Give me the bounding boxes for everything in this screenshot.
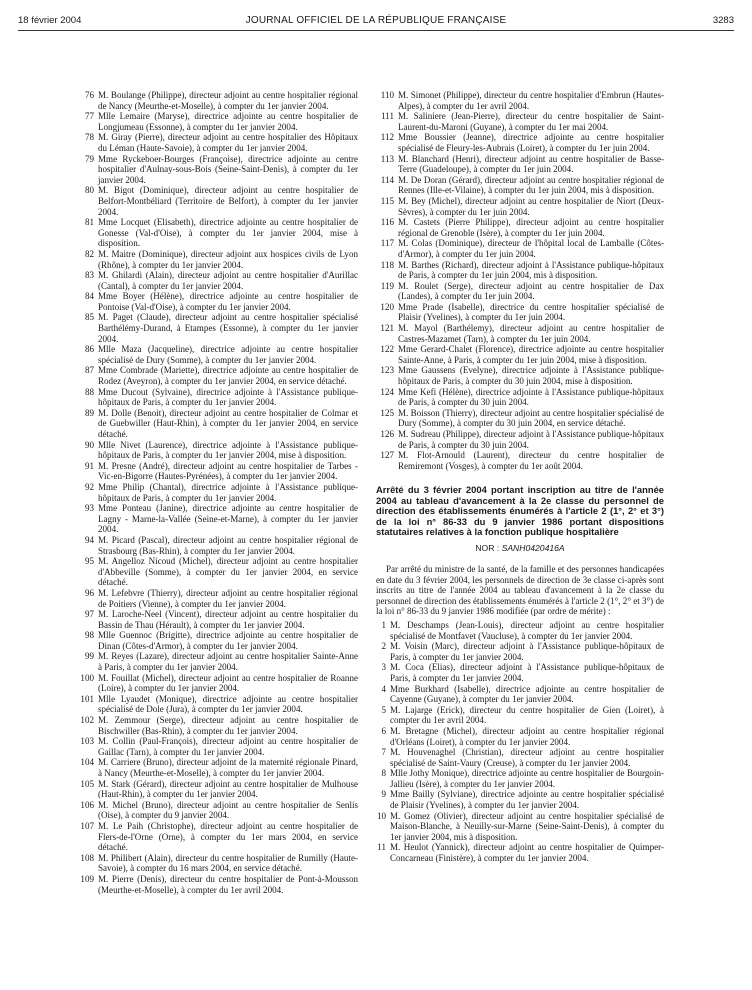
item-number: 117 [380,238,394,249]
item-number: 5 [381,704,386,715]
item-text: Mme Ryckeboer-Bourges (Françoise), directrice adjointe au centre hospitalier d'Aulnay-sous-Bois (Seine-Saint-Denis), à compter du 1er janvier 2004. [98,153,358,185]
list-item [376,238,664,259]
item-number: 98 [84,630,94,641]
page-number: 3283 [712,15,734,26]
item-number: 78 [84,132,94,143]
item-text: Mme Ponteau (Janine), directrice adjointe au centre hospitalier de Lagny - Marne-la-Vallée (Seine-et-Marne), à compter du 1er janvier 2004. [98,503,358,535]
list-item [76,609,358,630]
item-text: M. Laroche-Neel (Vincent), directeur adjoint au centre hospitalier du Bassin de Thau (Hérault), à compter du 1er janvier 2004. [98,609,358,630]
item-text: M. Fouillat (Michel), directeur adjoint au centre hospitalier de Roanne (Loire), à compter du 1er janvier 2004. [98,672,358,694]
item-text: Mlle Guennoc (Brigitte), directrice adjointe au centre hospitalier de Dinan (Côtes-d'Armor), à compter du 1er janvier 2004. [98,630,358,651]
item-number: 88 [84,386,94,397]
list-item [376,620,664,641]
list-item [76,90,358,111]
item-text: Mme Ducout (Sylvaine), directrice adjointe à l'Assistance publique-hôpitaux de Paris, à compter du 1er janvier 2004. [98,386,358,408]
item-text: M. Roulet (Serge), directeur adjoint au centre hospitalier de Dax (Landes), à compter du 1er juin 2004. [398,280,664,302]
list-item [76,556,358,588]
item-text: M. De Doran (Gérard), directeur adjoint au centre hospitalier régional de Rennes (Ille-et-Vilaine), à compter du 1er juin 2004, mis à disposition. [398,174,664,196]
list-item [76,312,358,344]
item-number: 85 [84,312,94,323]
list-item [376,90,664,111]
item-number: 115 [380,195,394,206]
list-item [376,662,664,683]
item-text: M. Le Paih (Christophe), directeur adjoint au centre hospitalier de Flers-de-l'Orne (Orne), à compter du 1er mars 2004, en service détaché. [98,820,358,853]
item-text: M. Houvenaghel (Christian), directeur adjoint au centre hospitalier spécialisé de Saint-Vaury (Creuse), à compter du 1er janvier 2004. [390,747,664,768]
item-number: 112 [380,132,394,143]
item-number: 87 [84,365,94,376]
item-number: 95 [84,556,94,567]
item-number: 116 [380,217,394,228]
item-text: M. Collin (Paul-François), directeur adjoint au centre hospitalier de Gaillac (Tarn), à compter du 1er janvier 2004. [98,736,358,757]
item-text: M. Angelloz Nicoud (Michel), directeur adjoint au centre hospitalier d'Abbeville (Somme), à compter du 1er janvier 2004, en service détaché. [98,556,358,588]
item-number: 99 [84,651,94,662]
item-number: 110 [380,90,394,100]
list-item [76,111,358,132]
list-item [76,185,358,217]
list-item [76,535,358,556]
item-number: 96 [84,587,94,598]
item-number: 3 [381,662,386,673]
nor-code: SANH0420416A [501,543,565,554]
left-column [76,90,358,895]
list-item [376,726,664,747]
item-number: 111 [381,111,394,122]
list-item [76,503,358,535]
list-item [76,132,358,153]
list-item [376,196,664,217]
item-number: 89 [84,407,94,418]
item-number: 109 [80,873,94,884]
item-number: 90 [84,439,94,450]
item-number: 126 [380,429,394,439]
item-number: 91 [84,460,94,471]
header-rule [18,30,734,31]
item-text: Mme Locquet (Elisabeth), directrice adjointe au centre hospitalier de Gonesse (Val-d'Oise), à compter du 1er janvier 2004, mise à disposition. [98,217,358,249]
item-number: 122 [380,344,394,355]
item-text: M. Simonet (Philippe), directeur du centre hospitalier d'Embrun (Hautes-Alpes), à compter du 1er avril 2004. [398,90,664,111]
decree-paragraph: Par arrêté du ministre de la santé, de la famille et des personnes handicapées en date du 3 février 2004, les personnels de direction de 3e classe ci-après sont inscrits au titre de l'année 2004 au tableau d'avancement à la 2e classe du personnel de direction des établissements énumérés à l'article 2 (1°, 2° et 3°) de la loi n° 86-33 du 9 janvier 1986 modifiée (par ordre de mérite) : [376,564,664,617]
item-text: M. Zemmour (Serge), directeur adjoint au centre hospitalier de Bischwiller (Bas-Rhin), à compter du 1er janvier 2004. [98,715,358,736]
item-number: 102 [80,715,94,726]
item-text: M. Pierre (Denis), directeur du centre hospitalier de Pont-à-Mousson (Meurthe-et-Moselle), à compter du 1er avril 2004. [98,873,358,895]
item-text: M. Paget (Claude), directeur adjoint au centre hospitalier spécialisé Barthélémy-Durand, à Etampes (Essonne), à compter du 1er janvier 2004. [98,312,358,344]
item-number: 104 [80,757,94,768]
list-item [76,408,358,440]
list-item [376,789,664,810]
item-text: M. Picard (Pascal), directeur adjoint au centre hospitalier régional de Strasbourg (Bas-Rhin), à compter du 1er janvier 2004. [98,534,358,556]
list-item [76,630,358,651]
item-number: 101 [80,693,94,704]
item-number: 81 [84,217,94,228]
item-number: 2 [381,641,386,652]
item-text: M. Mayol (Barthélemy), directeur adjoint au centre hospitalier de Castres-Mazamet (Tarn), à compter du 1er juin 2004. [398,323,664,344]
list-item [376,705,664,726]
list-item [76,736,358,757]
nor-reference [376,543,664,554]
list-item [76,270,358,291]
item-text: Mme Gaussens (Evelyne), directrice adjointe à l'Assistance publique-hôpitaux de Paris, à compter du 30 juin 2004, mise à disposition. [398,365,664,387]
list-item [76,344,358,365]
list-item [76,715,358,736]
item-number: 77 [84,111,94,122]
item-text: M. Bigot (Dominique), directeur adjoint au centre hospitalier de Belfort-Montbéliard (Territoire de Belfort), à compter du 1er janvier 2004. [98,185,358,217]
right-entries-list [376,90,664,471]
item-text: M. Castets (Pierre Philippe), directeur adjoint au centre hospitalier régional de Grenoble (Isère), à compter du 1er juin 2004. [398,217,664,238]
nor-label: NOR : [475,543,500,554]
item-number: 4 [381,683,386,694]
item-number: 92 [84,481,94,492]
list-item [376,408,664,429]
list-item [376,450,664,471]
list-item [376,323,664,344]
item-text: Mme Boyer (Hélène), directrice adjointe au centre hospitalier de Pontoise (Val-d'Oise), à compter du 1er janvier 2004. [98,291,358,312]
item-number: 97 [84,609,94,620]
item-number: 108 [80,852,94,863]
list-item [376,217,664,238]
item-text: Mme Philip (Chantal), directrice adjointe à l'Assistance publique-hôpitaux de Paris, à compter du 1er janvier 2004. [98,481,358,503]
item-text: M. Barthes (Richard), directeur adjoint à l'Assistance publique-hôpitaux de Paris, à compter du 1er juin 2004, mis à disposition. [398,259,664,281]
list-item [376,365,664,386]
item-text: M. Reyes (Lazare), directeur adjoint au centre hospitalier Sainte-Anne à Paris, à compter du 1er janvier 2004. [98,651,358,673]
list-item [76,440,358,461]
item-text: M. Michel (Bruno), directeur adjoint au centre hospitalier de Senlis (Oise), à compter du 9 janvier 2004. [98,799,358,821]
item-number: 10 [376,810,386,821]
list-item [376,175,664,196]
list-item [376,641,664,662]
item-number: 127 [380,450,394,461]
item-text: M. Voisin (Marc), directeur adjoint à l'Assistance publique-hôpitaux de Paris, à compter du 1er janvier 2004. [390,641,664,662]
item-text: M. Giray (Pierre), directeur adjoint au centre hospitalier des Hôpitaux du Léman (Haute-Savoie), à compter du 1er janvier 2004. [98,132,358,153]
item-text: M. Heulot (Yannick), directeur adjoint au centre hospitalier de Quimper-Concarneau (Finistère), à compter du 1er janvier 2004. [390,842,664,864]
list-item [376,842,664,863]
list-item [376,768,664,789]
item-text: Mme Gerard-Chalet (Florence), directrice adjointe au centre hospitalier Sainte-Anne, à Paris, à compter du 1er juin 2004, mise à disposition. [398,344,664,365]
item-number: 9 [381,789,386,800]
item-text: Mme Boussier (Jeanne), directrice adjointe au centre hospitalier spécialisé de Fleury-les-Aubrais (Loiret), à compter du 1er juin 2004. [398,132,664,153]
page-header [18,15,734,29]
list-item [376,281,664,302]
item-text: Mlle Jothy Monique), directrice adjointe au centre hospitalier de Bourgoin-Jallieu (Isère), à compter du 1er janvier 2004. [390,768,664,789]
item-text: M. Stark (Gérard), directeur adjoint au centre hospitalier de Mulhouse (Haut-Rhin), à compter du 1er janvier 2004. [98,778,358,800]
item-text: Mme Combrade (Mariette), directrice adjointe au centre hospitalier de Rodez (Aveyron), à compter du 1er janvier 2004, en service détaché. [98,365,358,387]
list-item [76,291,358,312]
list-item [76,821,358,853]
list-item [376,747,664,768]
list-item [76,853,358,874]
item-number: 83 [84,270,94,281]
list-item [76,651,358,672]
issue-date: 18 février 2004 [18,15,82,26]
list-item [376,429,664,450]
item-text: Mlle Nivet (Laurence), directrice adjointe à l'Assistance publique-hôpitaux de Paris, à compter du 1er janvier 2004, mise à disposition. [98,439,358,461]
item-text: M. Deschamps (Jean-Louis), directeur adjoint au centre hospitalier spécialisé de Montfavet (Vaucluse), à compter du 1er janvier 2004. [390,619,664,641]
item-text: Mme Bailly (Sylviane), directrice adjointe au centre hospitalier spécialisé de Plaisir (Yvelines), à compter du 1er janvier 2004. [390,789,664,811]
item-text: M. Carriere (Bruno), directeur adjoint de la maternité régionale Pinard, à Nancy (Meurthe-et-Moselle), à compter du 1er janvier 2004. [98,757,358,778]
list-item [376,344,664,365]
item-number: 123 [380,365,394,376]
item-text: Mme Prade (Isabelle), directrice du centre hospitalier spécialisé de Plaisir (Yvelines), à compter du 1er juin 2004. [398,301,664,323]
item-text: Mlle Lemaire (Maryse), directrice adjointe au centre hospitalier de Longjumeau (Essonne), à compter du 1er janvier 2004. [98,111,358,132]
item-number: 8 [381,768,386,779]
list-item [376,111,664,132]
list-item [76,217,358,249]
list-item [76,800,358,821]
item-text: Mlle Maza (Jacqueline), directrice adjointe au centre hospitalier spécialisé de Dury (Somme), à compter du 1er janvier 2004. [98,344,358,365]
item-text: M. Blanchard (Henri), directeur adjoint au centre hospitalier de Basse-Terre (Guadeloupe), à compter du 1er juin 2004. [398,153,664,175]
item-text: Mme Kefi (Hélène), directrice adjointe à l'Assistance publique-hôpitaux de Paris, à compter du 30 juin 2004. [398,386,664,408]
item-text: M. Lefebvre (Thierry), directeur adjoint au centre hospitalier régional de Poitiers (Vienne), à compter du 1er janvier 2004. [98,587,358,609]
list-item [76,387,358,408]
item-text: M. Presne (André), directeur adjoint au centre hospitalier de Tarbes - Vic-en-Bigorre (Hautes-Pyrénées), à compter du 1er janvier 2004. [98,460,358,482]
list-item [76,757,358,778]
item-text: M. Ghilardi (Alain), directeur adjoint au centre hospitalier d'Aurillac (Cantal), à compter du 1er janvier 2004. [98,270,358,291]
list-item [376,684,664,705]
item-text: Mme Burkhard (Isabelle), directrice adjointe au centre hospitalier de Cayenne (Guyane), à compter du 1er janvier 2004. [390,683,664,705]
item-text: M. Philibert (Alain), directeur du centre hospitalier de Rumilly (Haute-Savoie), à compter du 16 mars 2004, en service détaché. [98,852,358,874]
item-number: 1 [381,619,386,630]
list-item [376,811,664,843]
item-number: 6 [381,725,386,736]
list-item [76,588,358,609]
item-number: 120 [380,301,394,312]
item-number: 113 [380,153,394,164]
list-item [76,154,358,186]
list-item [76,673,358,694]
item-text: M. Colas (Dominique), directeur de l'hôpital local de Lamballe (Côtes-d'Armor), à compter du 1er juin 2004. [398,238,664,259]
item-number: 93 [84,503,94,514]
item-number: 106 [80,799,94,810]
item-number: 79 [84,153,94,164]
decree-title: Arrêté du 3 février 2004 portant inscription au titre de l'année 2004 au tableau d'avancement à la 2e classe du personnel de direction des établissements énumérés à l'article 2 (1°, 2° et 3°) de la loi n° 86-33 du 9 janvier 1986 portant dispositions statutaires relatives à la fonction publique hospitalière [376,484,664,537]
item-number: 84 [84,291,94,302]
item-text: M. Lajarge (Erick), directeur du centre hospitalier de Gien (Loiret), à compter du 1er avril 2004. [390,704,664,726]
list-item [376,387,664,408]
item-number: 76 [84,90,94,100]
item-text: M. Flot-Arnould (Laurent), directeur du centre hospitalier de Remiremont (Vosges), à compter du 1er août 2004. [398,450,664,471]
item-text: M. Bey (Michel), directeur adjoint au centre hospitalier de Niort (Deux-Sèvres), à compter du 1er juin 2004. [398,195,664,217]
item-text: M. Bretagne (Michel), directeur adjoint au centre hospitalier régional d'Orléans (Loiret), à compter du 1er janvier 2004. [390,725,664,747]
item-text: M. Gomez (Olivier), directeur adjoint au centre hospitalier spécialisé de Maison-Blanche, à Neuilly-sur-Marne (Seine-Saint-Denis), à compter du 1er janvier 2004, mis à disposition. [390,810,664,842]
item-number: 105 [80,778,94,789]
list-item [376,154,664,175]
decree-entries-list [376,620,664,864]
journal-title: JOURNAL OFFICIEL DE LA RÉPUBLIQUE FRANÇAISE [245,15,507,26]
list-item [376,132,664,153]
item-number: 114 [380,174,394,185]
item-text: M. Boulange (Philippe), directeur adjoint au centre hospitalier régional de Nancy (Meurthe-et-Moselle), à compter du 1er janvier 2004. [98,90,358,111]
list-item [76,874,358,895]
item-text: M. Saliniere (Jean-Pierre), directeur du centre hospitalier de Saint-Laurent-du-Maroni (Guyane), à compter du 1er mai 2004. [398,111,664,132]
item-text: M. Boisson (Thierry), directeur adjoint au centre hospitalier spécialisé de Dury (Somme), à compter du 30 juin 2004, en service détaché. [398,407,664,429]
item-number: 119 [380,280,394,291]
item-number: 86 [84,344,94,355]
item-number: 94 [84,534,94,545]
item-number: 100 [80,672,94,683]
right-column [376,90,664,864]
list-item [376,260,664,281]
item-text: M. Sudreau (Philippe), directeur adjoint à l'Assistance publique-hôpitaux de Paris, à compter du 30 juin 2004. [398,429,664,450]
list-item [76,365,358,386]
list-item [76,779,358,800]
list-item [376,302,664,323]
list-item [76,249,358,270]
list-item [76,482,358,503]
list-item [76,461,358,482]
item-number: 11 [377,842,386,853]
item-number: 7 [381,747,386,758]
item-text: Mlle Lyaudet (Monique), directrice adjointe au centre hospitalier spécialisé de Dole (Jura), à compter du 1er janvier 2004. [98,693,358,715]
item-number: 82 [84,248,94,259]
item-number: 80 [84,185,94,196]
item-number: 107 [80,820,94,831]
item-number: 124 [380,386,394,397]
list-item [76,694,358,715]
item-number: 121 [380,323,394,334]
item-number: 118 [380,259,394,270]
item-number: 125 [380,407,394,418]
item-text: M. Maitre (Dominique), directeur adjoint aux hospices civils de Lyon (Rhône), à compter du 1er janvier 2004. [98,248,358,270]
item-number: 103 [80,736,94,747]
item-text: M. Dolle (Benoit), directeur adjoint au centre hospitalier de Colmar et de Guebwiller (Haut-Rhin), à compter du 1er janvier 2004, en service détaché. [98,407,358,439]
item-text: M. Coca (Elias), directeur adjoint à l'Assistance publique-hôpitaux de Paris, à compter du 1er janvier 2004. [390,662,664,683]
